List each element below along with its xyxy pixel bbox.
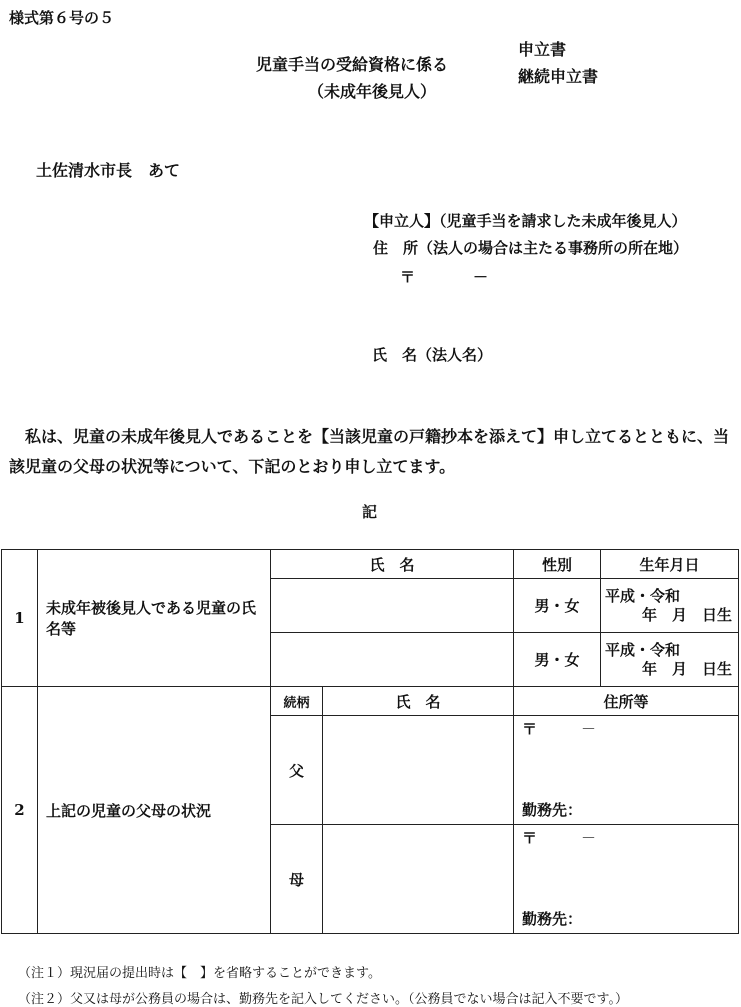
postal-dash: － — [473, 268, 489, 286]
dob-era-label: 平成・令和 — [605, 586, 681, 605]
child-2-sex-field[interactable]: 男・女 — [514, 633, 601, 687]
father-postal-code — [522, 718, 596, 739]
section-1-label: 未成年被後見人である児童の氏名等 — [38, 550, 271, 687]
applicant-name-label: 氏 名（法人名） — [372, 346, 493, 364]
postal-mark: 〒 — [400, 268, 416, 286]
applicant-address-label: 住 所（法人の場合は主たる事務所の所在地） — [373, 239, 689, 257]
father-workplace-label: 勤務先： — [522, 801, 583, 819]
dob-ymd-label: 年 月 日生 — [642, 659, 733, 678]
mother-name-field[interactable] — [323, 825, 514, 934]
child-1-sex-field[interactable]: 男・女 — [514, 579, 601, 633]
relation-mother: 母 — [271, 825, 323, 934]
column-header-sex: 性別 — [514, 550, 601, 579]
mother-workplace-label: 勤務先： — [522, 910, 583, 928]
postal-dash: － — [581, 720, 597, 738]
applicant-heading: 【申立人】（児童手当を請求した未成年後見人） — [364, 212, 687, 230]
section-1-number: 1 — [2, 550, 38, 687]
column-header-relation: 続柄 — [271, 687, 323, 716]
ki-heading: 記 — [362, 503, 378, 521]
mother-address-field[interactable] — [514, 825, 739, 934]
postal-mark: 〒 — [522, 720, 538, 738]
title-option-application: 申立書 — [518, 40, 567, 59]
column-header-dob: 生年月日 — [601, 550, 739, 579]
postal-mark: 〒 — [522, 829, 538, 847]
postal-dash: － — [581, 829, 597, 847]
form-number: 様式第６号の５ — [9, 9, 115, 27]
column-header-parent-name: 氏 名 — [323, 687, 514, 716]
column-header-address: 住所等 — [514, 687, 739, 716]
child-1-name-field[interactable] — [271, 579, 514, 633]
document-title: 児童手当の受給資格に係る — [256, 55, 449, 74]
document-subtitle: （未成年後見人） — [308, 82, 437, 101]
note-2: （注２）父又は母が公務員の場合は、勤務先を記入してください。（公務員でない場合は記入不要です。） — [18, 992, 628, 1007]
section-2-number: 2 — [2, 687, 38, 934]
note-1: （注１）現況届の提出時は【 】を省略することができます。 — [18, 966, 381, 981]
statement-text: 私は、児童の未成年後見人であることを【当該児童の戸籍抄本を添えて】申し立てるとともに、当該児童の父母の状況等について、下記のとおり申し立てます。 — [9, 427, 730, 476]
child-2-name-field[interactable] — [271, 633, 514, 687]
title-option-continuation: 継続申立書 — [518, 67, 599, 86]
addressee: 土佐清水市長 あて — [36, 161, 181, 180]
section-2-label: 上記の児童の父母の状況 — [38, 687, 271, 934]
father-name-field[interactable] — [323, 716, 514, 825]
applicant-postal-code — [400, 266, 488, 287]
mother-postal-code — [522, 827, 596, 848]
dob-ymd-label: 年 月 日生 — [642, 605, 733, 624]
column-header-child-name: 氏 名 — [271, 550, 514, 579]
child-1-dob-field[interactable] — [601, 579, 739, 633]
relation-father: 父 — [271, 716, 323, 825]
dob-era-label: 平成・令和 — [605, 640, 681, 659]
details-table — [1, 549, 739, 934]
father-address-field[interactable] — [514, 716, 739, 825]
child-2-dob-field[interactable] — [601, 633, 739, 687]
